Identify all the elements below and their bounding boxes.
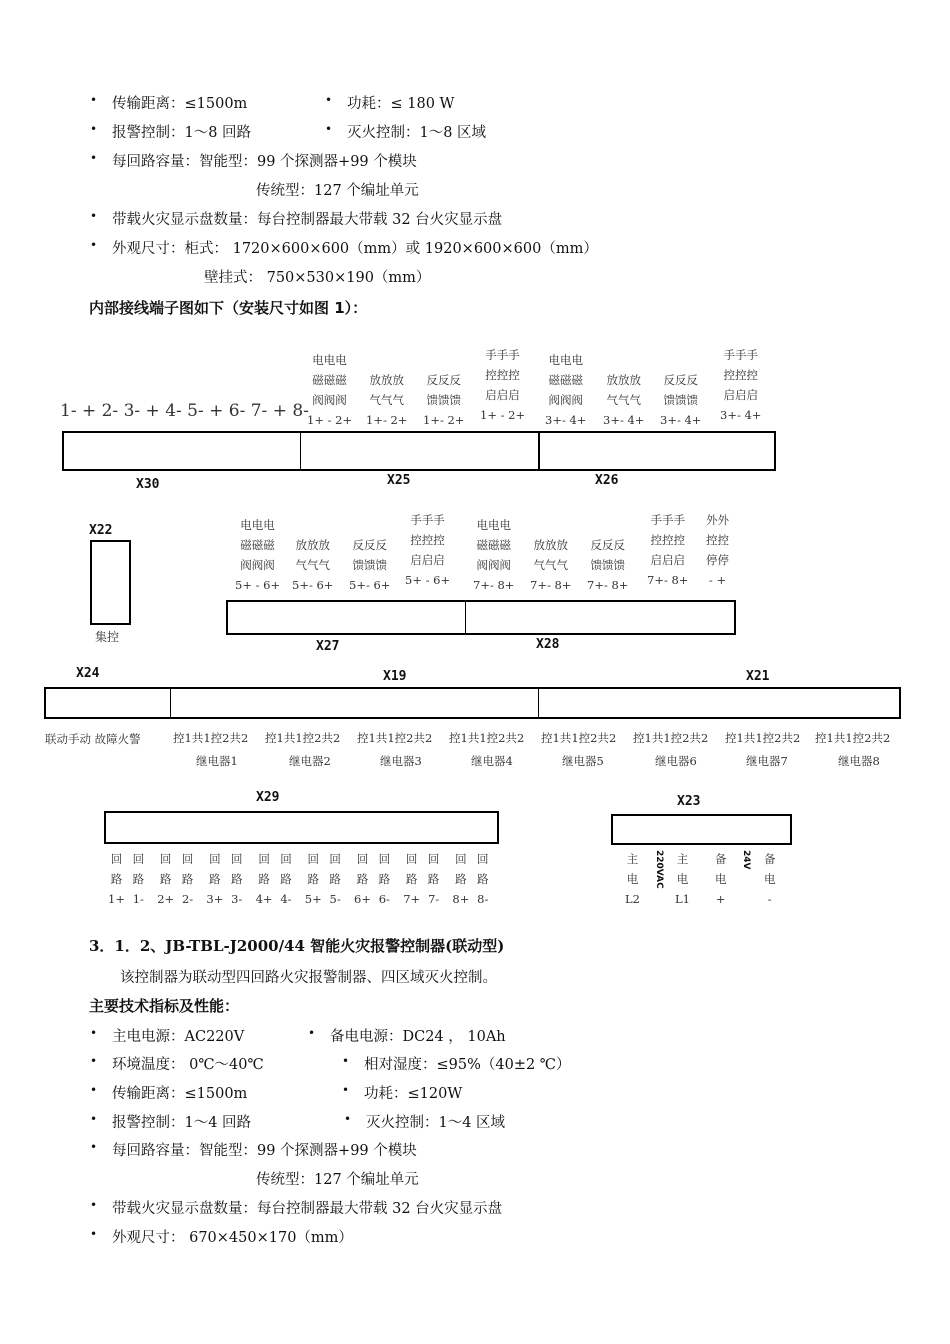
x29-term-6: 回 路 3- <box>231 852 243 906</box>
terminal-block-x30-x25-x26 <box>62 431 776 471</box>
spec-capacity-traditional: 传统型：127 个编址单元 <box>256 183 419 199</box>
x24-terms: 联动手动 故障火警 <box>45 732 141 746</box>
x28-term-4: 手手手 控控控 启启启 7+- 8+ <box>647 513 689 587</box>
terminal-block-x29 <box>104 811 499 844</box>
x29-term-14: 回 路 7- <box>427 852 440 906</box>
x30-terminals: 1- + 2- 3- + 4- 5- + 6- 7- + 8- <box>60 401 309 421</box>
s2-transmission: • 传输距离：≤1500m <box>112 1082 247 1103</box>
label-x22: X22 <box>89 523 113 538</box>
x29-term-1: 回 路 1+ <box>108 852 125 906</box>
wiring-heading: 内部接线端子图如下（安装尺寸如图 1）： <box>89 299 368 317</box>
s2-extinguish: • 灭火控制：1～4 区域 <box>366 1111 505 1132</box>
label-x28: X28 <box>536 637 560 652</box>
x23-rot-24v: 24V <box>741 850 751 870</box>
x23-term-main-l2: 主 电 L2 <box>625 852 640 906</box>
relay1-label: 继电器1 <box>196 754 238 768</box>
spec-extinguish: • 灭火控制：1～8 区域 <box>347 121 486 142</box>
x23-term-backup-minus: 备 电 - <box>764 852 776 906</box>
relay4-label: 继电器4 <box>471 754 513 768</box>
relay3-terms: 控1共1控2共2 <box>357 731 433 745</box>
s2-main-power: • 主电电源：AC220V <box>112 1025 244 1046</box>
terminal-block-x27-x28 <box>226 600 736 635</box>
x27-term-4: 手手手 控控控 启启启 5+ - 6+ <box>405 513 451 587</box>
spec-power: • 功耗：≤ 180 W <box>347 92 454 113</box>
x29-term-15: 回 路 8+ <box>452 852 470 906</box>
relay6-terms: 控1共1控2共2 <box>633 731 709 745</box>
relay5-terms: 控1共1控2共2 <box>541 731 617 745</box>
x29-term-8: 回 路 4- <box>280 852 292 906</box>
label-x29: X29 <box>256 790 280 805</box>
label-x27: X27 <box>316 639 340 654</box>
relay3-label: 继电器3 <box>380 754 422 768</box>
relay6-label: 继电器6 <box>655 754 697 768</box>
label-x26: X26 <box>595 473 619 488</box>
relay7-terms: 控1共1控2共2 <box>725 731 801 745</box>
x29-term-11: 回 路 6+ <box>354 852 371 906</box>
label-x23: X23 <box>677 794 701 809</box>
s2-display: • 带载火灾显示盘数量：每台控制器最大带载 32 台火灾显示盘 <box>112 1197 502 1218</box>
label-x30: X30 <box>136 477 160 492</box>
spec-alarm: • 报警控制：1～8 回路 <box>112 121 251 142</box>
x26-term-3: 反反反 馈馈馈 3+- 4+ <box>660 373 702 427</box>
spec-display: • 带载火灾显示盘数量：每台控制器最大带载 32 台火灾显示盘 <box>112 208 502 229</box>
s2-size: • 外观尺寸： 670×450×170（mm） <box>112 1226 353 1247</box>
relay7-label: 继电器7 <box>746 754 788 768</box>
relay2-terms: 控1共1控2共2 <box>265 731 341 745</box>
x29-term-2: 回 路 1- <box>132 852 145 906</box>
s2-capacity: • 每回路容量：智能型：99 个探测器+99 个模块 <box>112 1139 417 1160</box>
s2-alarm: • 报警控制：1～4 回路 <box>112 1111 251 1132</box>
x28-term-3: 反反反 馈馈馈 7+- 8+ <box>587 538 629 592</box>
s2-humidity: • 相对湿度：≤95%（40±2 ℃） <box>364 1053 571 1074</box>
x23-term-main-l1: 主 电 L1 <box>675 852 690 906</box>
x29-term-3: 回 路 2+ <box>157 852 175 906</box>
s2-power: • 功耗：≤120W <box>364 1082 462 1103</box>
x23-term-backup-plus: 备 电 + <box>715 852 727 906</box>
terminal-block-x22 <box>90 540 131 625</box>
section2-title: 3．1．2、JB-TBL-J2000/44 智能火灾报警控制器(联动型) <box>89 937 505 955</box>
terminal-block-x23 <box>611 814 792 845</box>
section2-intro: 该控制器为联动型四回路火灾报警制器、四区域灭火控制。 <box>120 970 497 986</box>
relay1-terms: 控1共1控2共2 <box>173 731 249 745</box>
x29-term-7: 回 路 4+ <box>255 852 273 906</box>
x25-term-4: 手手手 控控控 启启启 1+ - 2+ <box>480 348 526 422</box>
x26-term-1: 电电电 磁磁磁 阀阀阀 3+- 4+ <box>545 353 587 427</box>
x23-rot-220vac: 220VAC <box>654 850 664 889</box>
x29-term-4: 回 路 2- <box>181 852 194 906</box>
x29-term-5: 回 路 3+ <box>206 852 224 906</box>
x29-term-12: 回 路 6- <box>378 852 391 906</box>
relay5-label: 继电器5 <box>562 754 604 768</box>
x27-term-2: 放放放 气气气 5+- 6+ <box>292 538 334 592</box>
s2-capacity-traditional: 传统型：127 个编址单元 <box>256 1172 419 1188</box>
relay8-terms: 控1共1控2共2 <box>815 731 891 745</box>
x26-term-2: 放放放 气气气 3+- 4+ <box>603 373 645 427</box>
x28-term-2: 放放放 气气气 7+- 8+ <box>530 538 572 592</box>
spec-size-cabinet: • 外观尺寸：柜式： 1720×600×600（mm）或 1920×600×600（mm） <box>112 237 598 258</box>
x25-term-3: 反反反 馈馈馈 1+- 2+ <box>423 373 465 427</box>
x27-term-3: 反反反 馈馈馈 5+- 6+ <box>349 538 391 592</box>
x29-term-13: 回 路 7+ <box>403 852 421 906</box>
spec-transmission: • 传输距离：≤1500m <box>112 92 247 113</box>
s2-backup-power: • 备电电源：DC24 ， 10Ah <box>330 1025 506 1046</box>
x29-term-16: 回 路 8- <box>477 852 489 906</box>
x25-term-1: 电电电 磁磁磁 阀阀阀 1+ - 2+ <box>307 353 353 427</box>
x29-term-9: 回 路 5+ <box>304 852 322 906</box>
label-x21: X21 <box>746 669 770 684</box>
x28-term-5: 外外 控控 停停 - + <box>706 513 729 587</box>
label-x24: X24 <box>76 666 100 681</box>
relay2-label: 继电器2 <box>289 754 331 768</box>
label-x19: X19 <box>383 669 407 684</box>
x27-term-1: 电电电 磁磁磁 阀阀阀 5+ - 6+ <box>235 518 281 592</box>
spec-capacity: • 每回路容量：智能型：99 个探测器+99 个模块 <box>112 150 417 171</box>
relay8-label: 继电器8 <box>838 754 880 768</box>
terminal-block-x24-x19-x21 <box>44 687 901 719</box>
x28-term-1: 电电电 磁磁磁 阀阀阀 7+- 8+ <box>473 518 515 592</box>
label-x25: X25 <box>387 473 411 488</box>
spec-size-wall: 壁挂式： 750×530×190（mm） <box>204 270 431 286</box>
x22-caption: 集控 <box>95 630 120 644</box>
x29-term-10: 回 路 5- <box>329 852 341 906</box>
s2-temp: • 环境温度： 0℃～40℃ <box>112 1053 264 1074</box>
x25-term-2: 放放放 气气气 1+- 2+ <box>366 373 408 427</box>
perf-heading: 主要技术指标及性能： <box>89 997 240 1015</box>
relay4-terms: 控1共1控2共2 <box>449 731 525 745</box>
x26-term-4: 手手手 控控控 启启启 3+- 4+ <box>720 348 762 422</box>
